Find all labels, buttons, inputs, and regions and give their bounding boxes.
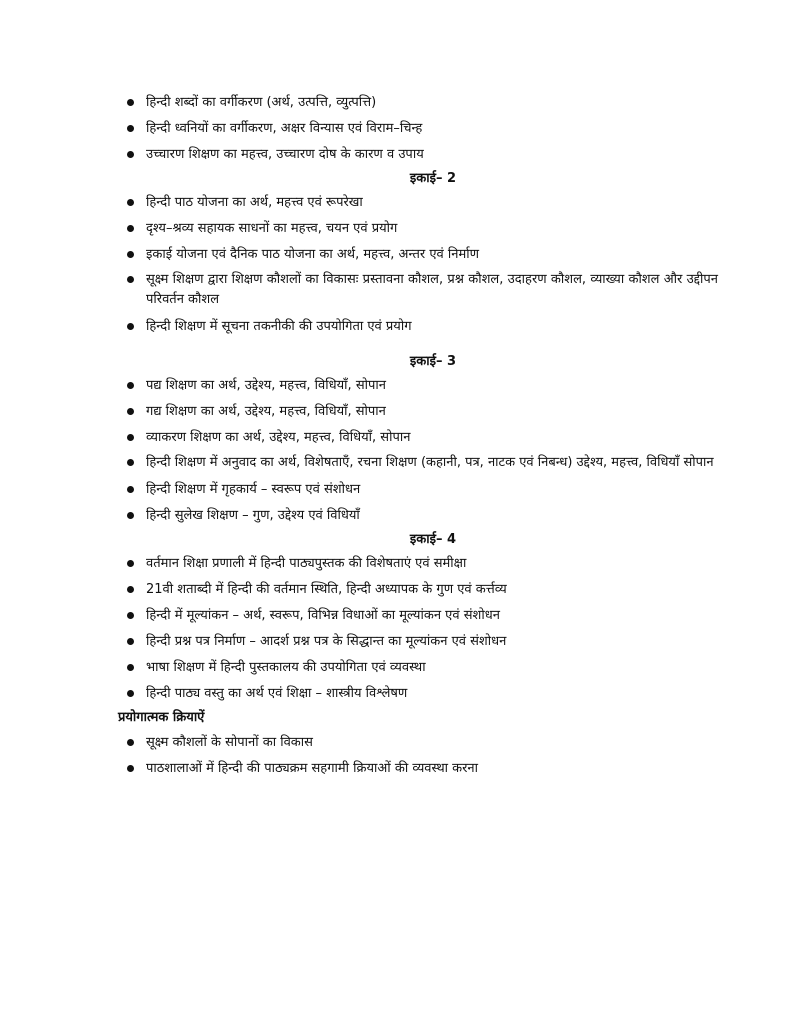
unit2-heading: इकाई– 2 (409, 171, 457, 186)
list-item (118, 269, 718, 312)
unit3-heading: इकाई– 3 (409, 354, 457, 369)
bullet-icon (127, 125, 134, 132)
list-item-text: हिन्दी ध्वनियों का वर्गीकरण, अक्षर विन्यास एवं विराम–चिन्ह (146, 121, 423, 136)
list-item-text: गद्य शिक्षण का अर्थ, उद्देश्य, महत्त्व, विधियाँ, सोपान (146, 404, 386, 419)
list-item-text: भाषा शिक्षण में हिन्दी पुस्तकालय की उपयोगिता एवं व्यवस्था (146, 660, 426, 675)
list-item (118, 117, 718, 140)
bullet-icon (127, 765, 134, 772)
list-item (118, 504, 718, 527)
bullet-icon (127, 276, 134, 283)
bullet-icon (127, 199, 134, 206)
practical-heading: प्रयोगात्मक क्रियाऐं (118, 710, 205, 725)
list-item (118, 478, 718, 501)
bullet-icon (127, 99, 134, 106)
list-item-text: वर्तमान शिक्षा प्रणाली में हिन्दी पाठ्यपुस्तक की विशेषताएं एवं समीक्षा (146, 556, 467, 571)
unit2-list (118, 191, 718, 338)
list-item-text: हिन्दी पाठ योजना का अर्थ, महत्त्व एवं रूपरेखा (146, 195, 363, 210)
list-item-text: सूक्ष्म कौशलों के सोपानों का विकास (146, 735, 313, 750)
list-item-text: हिन्दी सुलेख शिक्षण – गुण, उद्देश्य एवं विधियाँ (146, 508, 360, 523)
unit4-heading: इकाई– 4 (409, 532, 457, 547)
practical-list (118, 731, 718, 780)
unit3-list (118, 374, 718, 527)
list-item (118, 374, 718, 397)
bullet-icon (127, 408, 134, 415)
list-item (118, 604, 718, 627)
list-item (118, 243, 718, 266)
list-item-text: सूक्ष्म शिक्षण द्वारा शिक्षण कौशलों का विकासः प्रस्तावना कौशल, प्रश्न कौशल, उदाहरण कौशल, व्याख्या कौशल और उद्दीपन परिवर्तन कौशल (146, 272, 718, 307)
list-item-text: हिन्दी प्रश्न पत्र निर्माण – आदर्श प्रश्न पत्र के सिद्धान्त का मूल्यांकन एवं संशोधन (146, 634, 507, 649)
list-item (118, 682, 718, 705)
bullet-icon (127, 323, 134, 330)
bullet-icon (127, 560, 134, 567)
unit1-tail-list (118, 91, 718, 166)
list-item-text: व्याकरण शिक्षण का अर्थ, उद्देश्य, महत्त्व, विधियाँ, सोपान (146, 430, 411, 445)
list-item (118, 656, 718, 679)
list-item-text: हिन्दी में मूल्यांकन – अर्थ, स्वरूप, विभिन्न विधाओं का मूल्यांकन एवं संशोधन (146, 608, 500, 623)
list-item-text: हिन्दी शिक्षण में अनुवाद का अर्थ, विशेषताएँ, रचना शिक्षण (कहानी, पत्र, नाटक एवं निबन्ध) उद्देश्य, महत्त्व, विधियाँ सोपान (146, 455, 714, 470)
list-item (118, 315, 718, 338)
list-item (118, 731, 718, 754)
unit4-list (118, 552, 718, 705)
list-item (118, 217, 718, 240)
bullet-icon (127, 690, 134, 697)
list-item-text: 21वी शताब्दी में हिन्दी की वर्तमान स्थिति, हिन्दी अध्यापक के गुण एवं कर्त्तव्य (146, 582, 507, 597)
list-item-text: दृश्य–श्रव्य सहायक साधनों का महत्त्व, चयन एवं प्रयोग (146, 221, 398, 236)
bullet-icon (127, 251, 134, 258)
list-item-text: इकाई योजना एवं दैनिक पाठ योजना का अर्थ, महत्त्व, अन्तर एवं निर्माण (146, 247, 480, 262)
list-item-text: हिन्दी पाठ्य वस्तु का अर्थ एवं शिक्षा – शास्त्रीय विश्लेषण (146, 686, 408, 701)
bullet-icon (127, 612, 134, 619)
list-item (118, 452, 718, 475)
bullet-icon (127, 434, 134, 441)
list-item-text: उच्चारण शिक्षण का महत्त्व, उच्चारण दोष के कारण व उपाय (146, 147, 424, 162)
bullet-icon (127, 638, 134, 645)
list-item (118, 630, 718, 653)
bullet-icon (127, 486, 134, 493)
list-item-text: हिन्दी शिक्षण में गृहकार्य – स्वरूप एवं संशोधन (146, 482, 361, 497)
bullet-icon (127, 512, 134, 519)
list-item (118, 91, 718, 114)
list-item (118, 552, 718, 575)
list-item (118, 191, 718, 214)
bullet-icon (127, 739, 134, 746)
list-item (118, 757, 718, 780)
list-item (118, 143, 718, 166)
bullet-icon (127, 586, 134, 593)
bullet-icon (127, 382, 134, 389)
list-item-text: पाठशालाओं में हिन्दी की पाठ्यक्रम सहगामी क्रियाओं की व्यवस्था करना (146, 761, 479, 776)
bullet-icon (127, 225, 134, 232)
list-item-text: पद्य शिक्षण का अर्थ, उद्देश्य, महत्त्व, विधियाँ, सोपान (146, 378, 386, 393)
bullet-icon (127, 459, 134, 466)
syllabus-content (118, 91, 718, 783)
list-item-text: हिन्दी शिक्षण में सूचना तकनीकी की उपयोगिता एवं प्रयोग (146, 319, 412, 334)
bullet-icon (127, 151, 134, 158)
list-item (118, 426, 718, 449)
bullet-icon (127, 664, 134, 671)
list-item (118, 578, 718, 601)
list-item-text: हिन्दी शब्दों का वर्गीकरण (अर्थ, उत्पत्ति, व्युत्पत्ति) (146, 95, 377, 110)
list-item (118, 400, 718, 423)
